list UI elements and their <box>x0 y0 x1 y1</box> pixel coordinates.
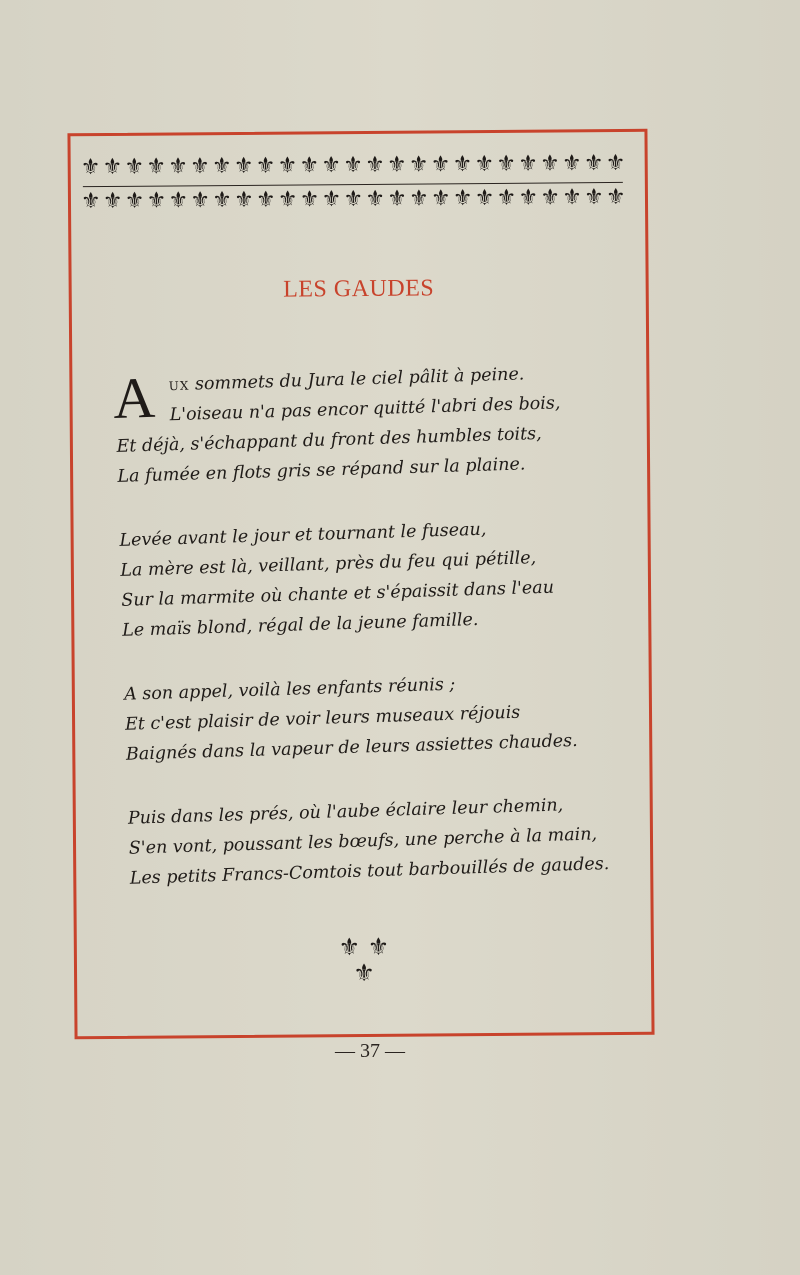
red-border-frame <box>67 129 654 1040</box>
fleur-de-lis-icon: ⚜ <box>387 186 408 212</box>
first-line-text: sommets du Jura le ciel pâlit à peine. <box>189 364 525 395</box>
fleur-de-lis-icon: ⚜ <box>518 151 539 177</box>
fleur-de-lis-icon: ⚜ <box>233 153 254 179</box>
poem-line: Levée avant le jour et tournant le fuseau, <box>119 519 487 551</box>
fleur-de-lis-icon: ⚜ <box>408 152 429 178</box>
poem-line: Le maïs blond, régal de la jeune famille. <box>121 609 479 641</box>
fleur-de-lis-icon: ⚜ <box>321 187 342 213</box>
poem-line: Et c'est plaisir de voir leurs museaux réjouis <box>124 702 521 735</box>
poem-line: La mère est là, veillant, près du feu qui pétille, <box>120 548 537 581</box>
fleur-de-lis-icon: ⚜ <box>518 185 539 211</box>
fleur-de-lis-icon: ⚜ <box>277 153 298 179</box>
fleur-de-lis-icon: ⚜ <box>409 186 429 212</box>
poem-body <box>114 356 651 928</box>
fleur-de-lis-icon: ⚜ <box>277 187 298 213</box>
fleur-de-lis-icon: ⚜ <box>452 186 473 212</box>
fleur-de-lis-icon: ⚜ <box>605 184 626 211</box>
fleur-de-lis-band-top <box>81 150 626 182</box>
fleur-de-lis-icon: ⚜ <box>474 185 495 212</box>
fleur-de-lis-icon: ⚜ <box>321 153 342 179</box>
fleuron-ornament-icon <box>77 932 651 989</box>
poem-line: Et déjà, s'échappant du front des humbles toits, <box>116 423 542 457</box>
poem-line: L'oiseau n'a pas encor quitté l'abri des bois, <box>169 393 561 426</box>
fleur-de-lis-icon: ⚜ <box>474 151 495 178</box>
fleur-de-lis-icon: ⚜ <box>430 152 451 178</box>
fleur-de-lis-icon: ⚜ <box>80 189 101 215</box>
drop-cap: A <box>112 364 157 431</box>
poem-line: Baignés dans la vapeur de leurs assiettes chaudes. <box>125 730 578 765</box>
fleur-de-lis-icon: ⚜ <box>496 185 517 211</box>
fleur-de-lis-icon: ⚜ <box>386 152 407 178</box>
fleur-de-lis-icon: ⚜ <box>364 152 385 178</box>
fleur-de-lis-icon: ⚜ <box>561 151 582 177</box>
fleur-de-lis-icon: ⚜ <box>539 151 560 177</box>
fleur-de-lis-icon: ⚜ <box>343 186 364 213</box>
poem-line: Les petits Francs-Comtois tout barbouillés de gaudes. <box>129 854 610 889</box>
fleur-de-lis-icon: ⚜ <box>80 155 101 181</box>
fleuron-bottom: ⚜ <box>353 958 375 988</box>
poem-line: Puis dans les prés, où l'aube éclaire leur chemin, <box>127 795 564 829</box>
poem-line: La fumée en flots gris se répand sur la plaine. <box>117 454 526 487</box>
poem-line: Sur la marmite où chante et s'épaissit dans l'eau <box>121 577 555 611</box>
fleur-de-lis-icon: ⚜ <box>605 150 626 177</box>
fleuron-top: ⚜ ⚜ <box>338 932 390 962</box>
fleur-de-lis-icon: ⚜ <box>583 151 604 177</box>
fleur-de-lis-icon: ⚜ <box>124 188 145 214</box>
fleur-de-lis-icon: ⚜ <box>255 153 276 179</box>
fleur-de-lis-icon: ⚜ <box>496 151 517 177</box>
fleur-de-lis-icon: ⚜ <box>102 188 123 215</box>
fleur-de-lis-icon: ⚜ <box>168 154 189 180</box>
fleur-de-lis-icon: ⚜ <box>584 185 604 211</box>
fleur-de-lis-icon: ⚜ <box>189 154 210 180</box>
fleur-de-lis-icon: ⚜ <box>234 187 254 213</box>
stanza-2 <box>119 510 642 646</box>
stanza-1 <box>114 356 637 492</box>
fleur-de-lis-icon: ⚜ <box>124 154 145 180</box>
poem-line: A son appel, voilà les enfants réunis ; <box>123 674 456 705</box>
small-caps-opening: ux <box>168 374 190 396</box>
fleur-de-lis-icon: ⚜ <box>212 188 233 214</box>
fleur-de-lis-icon: ⚜ <box>102 154 123 181</box>
poem-line: S'en vont, poussant les bœufs, une perche à la main, <box>128 824 598 859</box>
fleur-de-lis-icon: ⚜ <box>540 185 561 211</box>
fleur-de-lis-icon: ⚜ <box>168 188 189 214</box>
fleur-de-lis-icon: ⚜ <box>255 187 276 213</box>
fleur-de-lis-icon: ⚜ <box>365 186 386 212</box>
fleur-de-lis-icon: ⚜ <box>190 188 211 214</box>
fleur-de-lis-icon: ⚜ <box>211 154 232 180</box>
fleur-de-lis-icon: ⚜ <box>146 154 167 180</box>
fleur-de-lis-icon: ⚜ <box>299 187 320 213</box>
stanza-4 <box>128 788 651 894</box>
fleur-de-lis-icon: ⚜ <box>343 152 364 179</box>
page-number: — 37 — <box>335 1040 405 1062</box>
stanza-3 <box>124 664 647 770</box>
fleur-de-lis-icon: ⚜ <box>430 186 451 212</box>
poem-title: LES GAUDES <box>283 275 435 303</box>
fleur-de-lis-band-bottom <box>81 184 626 216</box>
fleur-de-lis-icon: ⚜ <box>562 185 583 211</box>
fleur-de-lis-icon: ⚜ <box>452 152 473 178</box>
fleur-de-lis-icon: ⚜ <box>146 188 167 214</box>
fleur-de-lis-icon: ⚜ <box>299 153 320 179</box>
